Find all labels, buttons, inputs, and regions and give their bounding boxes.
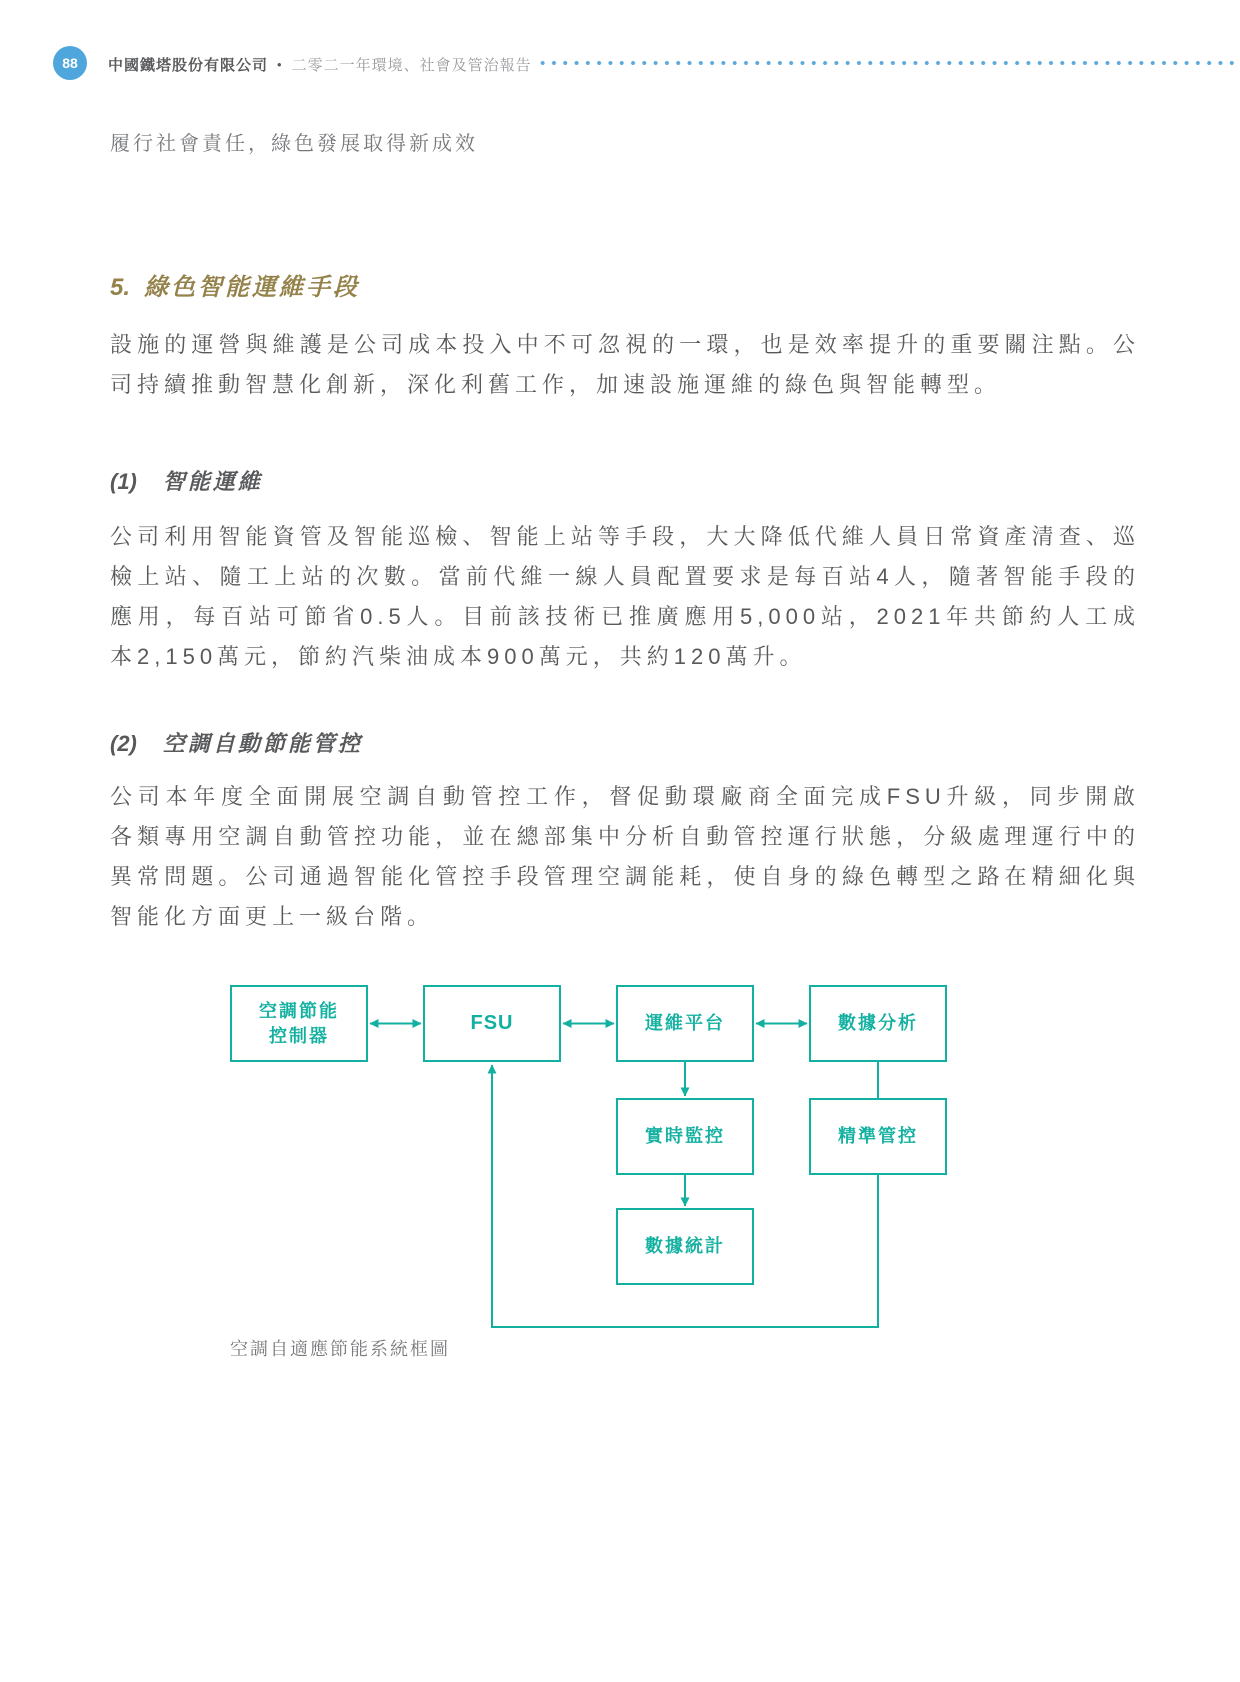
subsection-heading-1 — [110, 467, 1140, 497]
subsection-paragraph-2: 公司本年度全面開展空調自動管控工作，督促動環廠商全面完成FSU升級，同步開啟各類專用空調自動管控功能，並在總部集中分析自動管控運行狀態，分級處理運行中的異常問題。公司通過智能化管控手段管理空調能耗，使自身的綠色轉型之路在精細化與智能化方面更上一級台階。 — [110, 784, 1140, 929]
box-label: 空調節能 — [259, 1000, 339, 1021]
box-label: 精準管控 — [838, 1126, 918, 1146]
box-data-statistics — [616, 1208, 754, 1285]
box-label: 控制器 — [269, 1025, 329, 1046]
subsection-number-1: (1) — [110, 469, 137, 494]
box-label: FSU — [470, 1012, 514, 1034]
section-intro-paragraph: 設施的運營與維護是公司成本投入中不可忽視的一環，也是效率提升的重要關注點。公司持續推動智慧化創新，深化利舊工作，加速設施運維的綠色與智能轉型。 — [110, 332, 1140, 397]
report-title: 二零二一年環境、社會及管治報告 — [291, 57, 532, 74]
subsection-title-2: 空調自動節能管控 — [162, 731, 363, 756]
subsection-number-2: (2) — [110, 731, 137, 756]
diagram-caption: 空調自適應節能系統框圖 — [230, 1339, 450, 1359]
box-data-analysis — [809, 985, 947, 1062]
box-ac-energy-controller — [230, 985, 368, 1062]
box-label: 數據分析 — [838, 1013, 918, 1033]
section-heading — [110, 273, 1140, 303]
subsection-heading-2 — [110, 729, 1140, 759]
section-title: 綠色智能運維手段 — [144, 274, 361, 301]
page-number: 88 — [62, 55, 78, 71]
box-fsu — [423, 985, 561, 1062]
box-label: 實時監控 — [645, 1126, 725, 1146]
chapter-subtitle: 履行社會責任，綠色發展取得新成效 — [110, 133, 478, 155]
running-header — [108, 54, 532, 75]
box-label: 數據統計 — [645, 1236, 725, 1256]
subsection-title-1: 智能運維 — [162, 469, 263, 494]
content-column — [110, 273, 1140, 937]
box-om-platform — [616, 985, 754, 1062]
bullet-separator: • — [277, 57, 283, 72]
subsection-paragraph-1: 公司利用智能資管及智能巡檢、智能上站等手段，大大降低代維人員日常資產清查、巡檢上站、隨工上站的次數。當前代維一線人員配置要求是每百站4人，隨著智能手段的應用，每百站可節省0.5人。目前該技術已推廣應用5,000站，2021年共節約人工成本2,150萬元，節約汽柴油成本900萬元，共約120萬升。 — [110, 524, 1140, 669]
section-number: 5. — [110, 274, 131, 301]
box-realtime-monitoring — [616, 1098, 754, 1175]
company-name: 中國鐵塔股份有限公司 — [108, 57, 269, 74]
box-label: 運維平台 — [645, 1013, 725, 1033]
box-precise-control — [809, 1098, 947, 1175]
energy-saving-system-diagram — [0, 975, 1240, 1380]
dotted-divider — [537, 58, 1237, 68]
page-number-badge — [53, 46, 87, 80]
